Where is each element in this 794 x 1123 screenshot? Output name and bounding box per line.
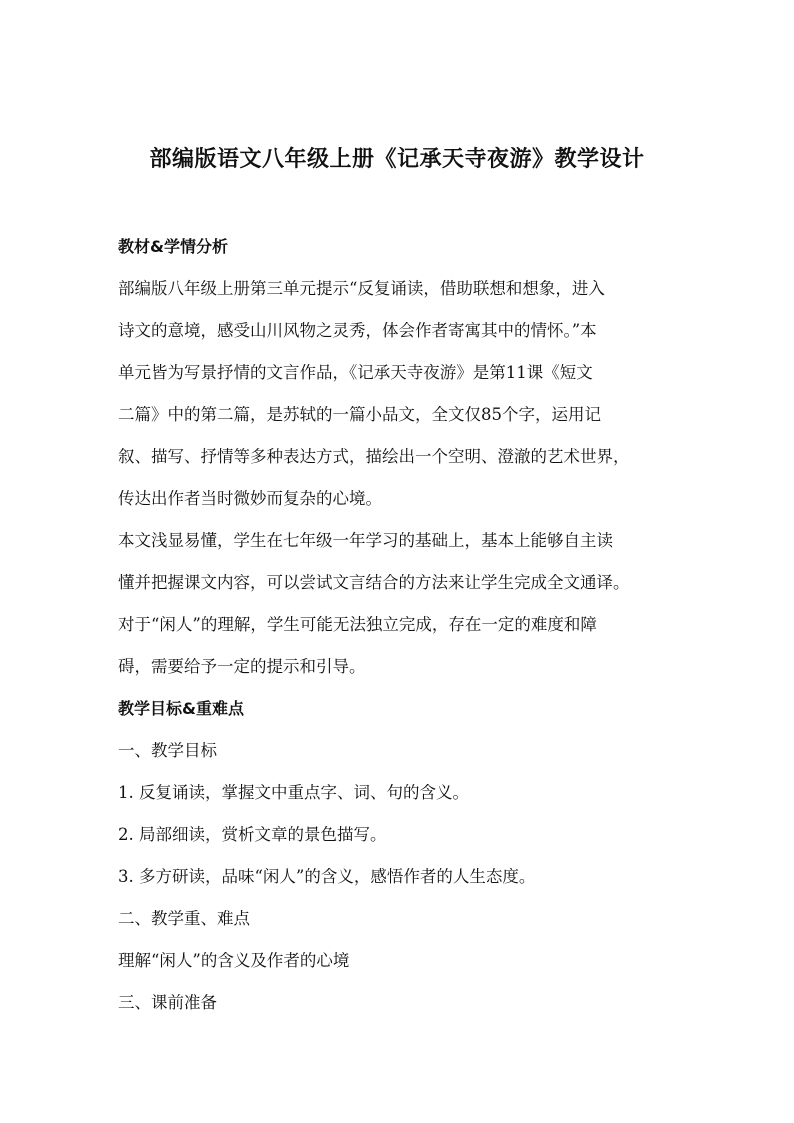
paragraph-line: 传达出作者当时微妙而复杂的心境。: [118, 489, 382, 508]
paragraph-student-analysis: [118, 520, 680, 688]
goal-item: 1. 反复诵读，掌握文中重点字、词、句的含义。: [118, 783, 469, 802]
key-point-text: 理解“闲人”的含义及作者的心境: [118, 951, 350, 970]
goal-item: 2. 局部细读，赏析文章的景色描写。: [118, 825, 387, 844]
paragraph-line: 诗文的意境，感受山川风物之灵秀，体会作者寄寓其中的情怀。”本: [118, 321, 597, 340]
section-heading-goals: 教学目标&重难点: [118, 699, 244, 718]
subheading-teaching-goals: 一、教学目标: [118, 741, 217, 760]
paragraph-textbook-analysis: [118, 268, 680, 520]
document-title: 部编版语文八年级上册《记承天寺夜游》教学设计: [149, 147, 645, 172]
paragraph-line: 碍，需要给予一定的提示和引导。: [118, 657, 366, 676]
paragraph-line: 单元皆为写景抒情的文言作品，《记承天寺夜游》是第11课《短文: [118, 363, 593, 382]
paragraph-line: 懂并把握课文内容，可以尝试文言结合的方法来让学生完成全文通译。: [118, 573, 630, 592]
paragraph-line: 本文浅显易懂，学生在七年级一年学习的基础上，基本上能够自主读: [118, 531, 613, 550]
section-heading-analysis: 教材&学情分析: [118, 237, 228, 256]
goal-item: 3. 多方研读，品味“闲人”的含义，感悟作者的人生态度。: [118, 867, 536, 886]
paragraph-line: 叙、描写、抒情等多种表达方式，描绘出一个空明、澄澈的艺术世界，: [118, 447, 630, 466]
paragraph-line: 部编版八年级上册第三单元提示“反复诵读，借助联想和想象，进入: [118, 279, 605, 298]
subheading-preparation: 三、课前准备: [118, 993, 217, 1012]
subheading-key-points: 二、教学重、难点: [118, 909, 250, 928]
paragraph-line: 二篇》中的第二篇，是苏轼的一篇小品文，全文仅85个字，运用记: [118, 405, 601, 424]
document-body: [118, 226, 680, 1024]
paragraph-line: 对于“闲人”的理解，学生可能无法独立完成，存在一定的难度和障: [118, 615, 597, 634]
